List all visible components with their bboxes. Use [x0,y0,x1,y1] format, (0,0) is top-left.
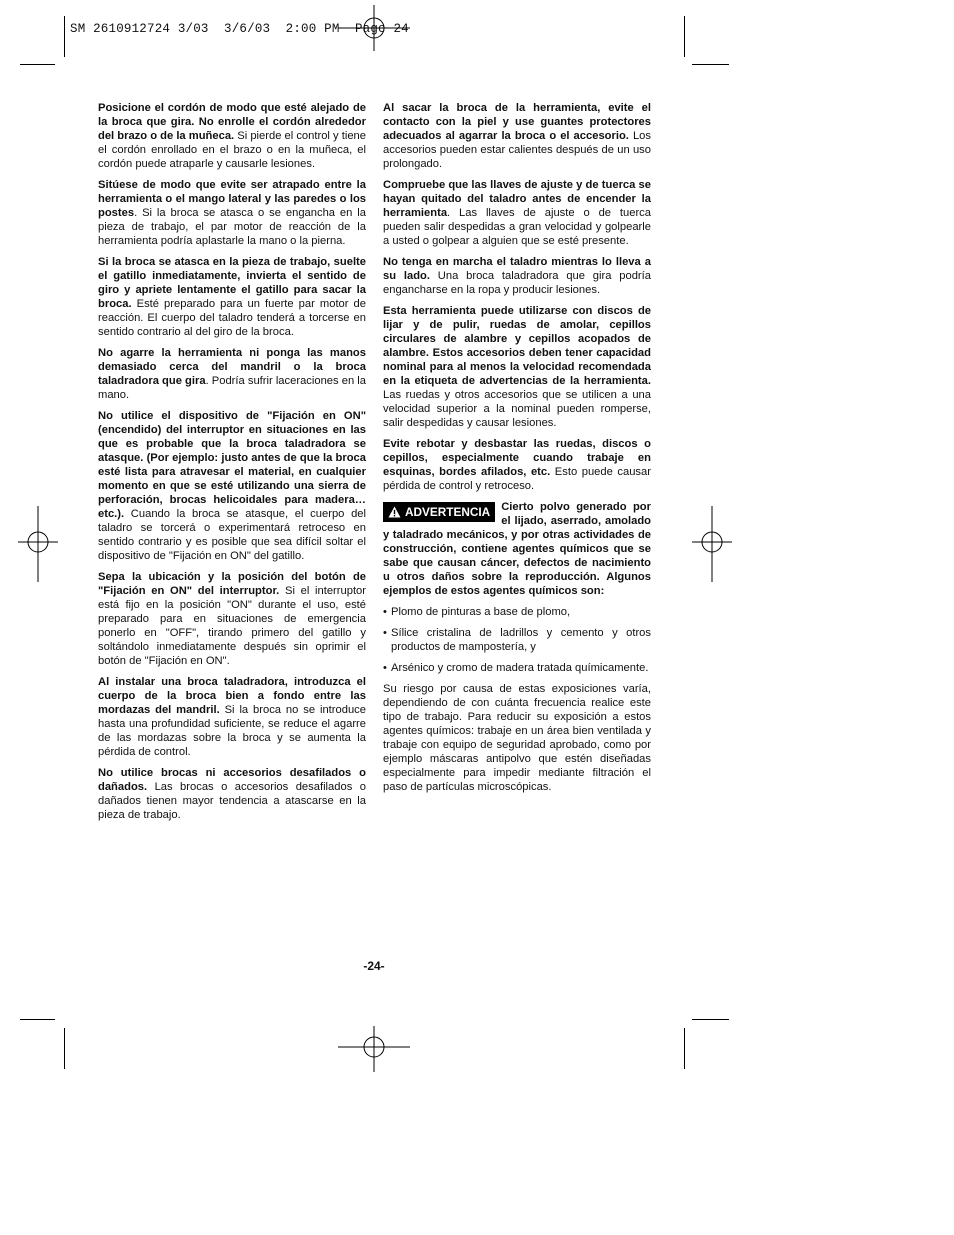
registration-mark-icon [336,1026,412,1072]
printer-slug: SM 2610912724 3/03 3/6/03 2:00 PM Page 24 [70,22,409,36]
crop-mark [64,16,65,57]
paragraph: No agarre la herramienta ni ponga las manos demasiado cerca del mandril o la broca taladradora que gira. Podría sufrir laceraciones en la mano. [98,347,366,401]
list-item: • Arsénico y cromo de madera tratada químicamente. [383,662,649,674]
paragraph: Posicione el cordón de modo que esté alejado de la broca que gira. No enrolle el cordón alrededor del brazo o de la muñeca. Si pierde el control y tiene el cordón enrollado en el brazo o en la muñeca, el cordón puede atraparle y causarle lesiones. [98,102,366,170]
list-item: • Sílice cristalina de ladrillos y cemento y otros productos de mampostería, y [383,627,651,653]
paragraph: Compruebe que las llaves de ajuste y de tuerca se hayan quitado del taladro antes de encender la herramienta. Las llaves de ajuste o de tuerca pueden salir despedidas a gran velocidad y golpearle a usted o golpear a alguien que se esté presente. [383,179,651,247]
paragraph: Evite rebotar y desbastar las ruedas, discos o cepillos, especialmente cuando trabaje en esquinas, bordes afilados, etc. Esto puede causar pérdida de control y retroceso. [383,438,651,492]
page-number: -24- [363,959,385,973]
crop-mark [64,1028,65,1069]
registration-mark-icon [692,506,732,582]
warning-triangle-icon [388,506,401,518]
paragraph: Al sacar la broca de la herramienta, evite el contacto con la piel y use guantes protectores adecuados al agarrar la broca o el accesorio. Los accesorios pueden estar calientes después de un uso prolongado. [383,102,651,170]
crop-mark [684,1028,685,1069]
crop-mark [692,1019,729,1020]
crop-mark [20,1019,55,1020]
registration-mark-icon [336,5,412,51]
list-item: • Plomo de pinturas a base de plomo, [383,606,571,618]
paragraph: Al instalar una broca taladradora, introduzca el cuerpo de la broca bien a fondo entre las mordazas del mandril. Si la broca no se introduce hasta una profundidad suficiente, se reduce el agarre de las mordazas sobre la broca y se aumenta la pérdida de control. [98,676,366,758]
right-column [383,101,651,801]
paragraph: Esta herramienta puede utilizarse con discos de lijar y de pulir, ruedas de amolar, cepillos circulares de alambre y cepillos acopados de alambre. Estos accesorios deben tener capacidad nominal para al menos la velocidad recomendada en la etiqueta de advertencias de la herramienta. Las ruedas y otros accesorios que se utilicen a una velocidad superior a la nominal pueden romperse, salir despedidas y causar lesiones. [383,305,651,429]
warning-label: ADVERTENCIA [405,505,491,519]
paragraph: Sitúese de modo que evite ser atrapado entre la herramienta o el mango lateral y las paredes o los postes. Si la broca se atasca o se engancha en la pieza de trabajo, el par motor de reacción de la herramienta podría aplastarle la mano o la pierna. [98,179,366,247]
paragraph: No utilice brocas ni accesorios desafilados o dañados. Las brocas o accesorios desafilados o dañados tienen mayor tendencia a atascarse en la pieza de trabajo. [98,767,366,821]
crop-mark [692,64,729,65]
paragraph: Si la broca se atasca en la pieza de trabajo, suelte el gatillo inmediatamente, invierta el sentido de giro y apriete lentamente el gatillo para sacar la broca. Esté preparado para un fuerte par motor de reacción. El cuerpo del taladro tenderá a torcerse en sentido contrario al del giro de la broca. [98,256,366,338]
paragraph: No tenga en marcha el taladro mientras lo lleva a su lado. Una broca taladradora que gira podría engancharse en la ropa y producir lesiones. [383,256,651,296]
paragraph: Sepa la ubicación y la posición del botón de "Fijación en ON" del interruptor. Si el interruptor está fijo en la posición "ON" durante el uso, esté preparado para en situaciones de emergencia ponerlo en "OFF", tirando primero del gatillo y soltándolo inmediatamente después sin oprimir el botón de "Fijación en ON". [98,571,366,667]
left-column [98,101,366,829]
warning-badge [383,502,495,522]
registration-mark-icon [18,506,58,582]
paragraph: Su riesgo por causa de estas exposiciones varía, dependiendo de con cuánta frecuencia realice este tipo de trabajo. Para reducir su exposición a estos agentes químicos: trabaje en un área bien ventilada y trabaje con equipo de seguridad aprobado, como por ejemplo máscaras antipolvo que estén diseñadas especialmente para impedir mediante filtración el paso de partículas microscópicas. [383,683,651,793]
warning-paragraph: ADVERTENCIA Cierto polvo generado por el lijado, aserrado, amolado y taladrado mecánicos, y por otras actividades de construcción, contiene agentes químicos que se sabe que causan cáncer, defectos de nacimiento u otros daños sobre la reproducción. Algunos ejemplos de estos agentes químicos son: [383,501,651,597]
paragraph: No utilice el dispositivo de "Fijación en ON" (encendido) del interruptor en situaciones en las que es probable que la broca taladradora se atasque. (Por ejemplo: justo antes de que la broca esté lista para atravesar el material, en cualquier momento en que se esté utilizando una sierra de perforación, brocas helicoidales para madera…etc.). Cuando la broca se atasque, el cuerpo del taladro se torcerá o experimentará retroceso en sentido contrario y es posible que sea difícil soltar el dispositivo de "Fijación en ON" del gatillo. [98,410,366,562]
crop-mark [20,64,55,65]
crop-mark [684,16,685,57]
